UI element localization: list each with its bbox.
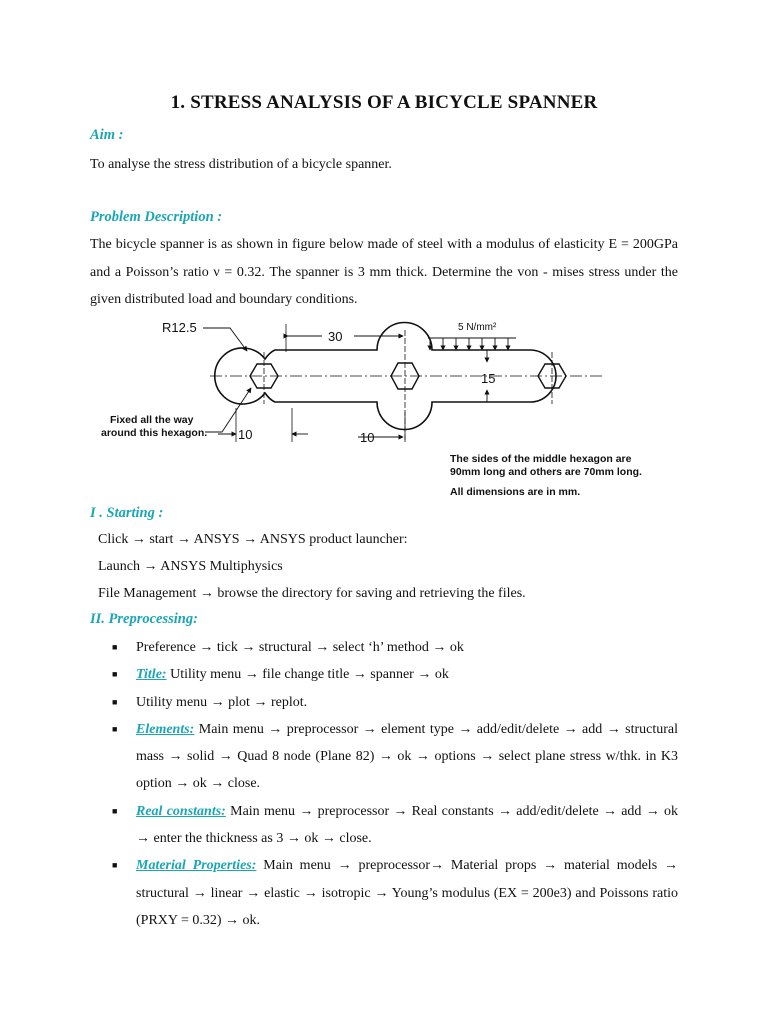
dimension-10-left: 10	[238, 427, 253, 442]
dimension-30: 30	[328, 329, 343, 344]
title-link: Title:	[136, 667, 167, 683]
list-item: ■ Elements: Main menu → preprocessor → element type → add/edit/delete → add → structural mass → solid → Quad 8 node (Plane 82) → ok → options → select plane stress w/thk. in K3 option → ok → close.	[90, 716, 678, 798]
aim-heading: Aim :	[90, 127, 124, 143]
bullet-icon: ■	[112, 860, 118, 871]
bullet-icon: ■	[112, 723, 118, 734]
radius-label: R12.5	[162, 320, 197, 335]
preprocessing-heading: II. Preprocessing:	[90, 611, 198, 627]
starting-line-1: Click → start → ANSYS → ANSYS product launcher:	[98, 532, 408, 547]
starting-line-2: Launch → ANSYS Multiphysics	[98, 559, 283, 574]
real-constants-link: Real constants:	[136, 803, 226, 819]
bullet-icon: ■	[112, 805, 118, 816]
bullet-icon: ■	[112, 696, 118, 707]
page-title: 1. STRESS ANALYSIS OF A BICYCLE SPANNER	[170, 92, 598, 113]
dimension-10-mid: 10	[360, 430, 375, 445]
bullet-icon: ■	[112, 669, 118, 680]
load-label: 5 N/mm²	[458, 322, 497, 333]
starting-heading: I . Starting :	[90, 505, 164, 521]
preprocessing-list	[90, 634, 678, 934]
fixed-note-line-1: Fixed all the way	[110, 414, 194, 426]
dimension-15: 15	[481, 371, 496, 386]
starting-line-3: File Management → browse the directory for saving and retrieving the files.	[98, 586, 526, 601]
sides-note-line-1: The sides of the middle hexagon are	[450, 453, 632, 465]
sides-note-line-2: 90mm long and others are 70mm long.	[450, 466, 642, 478]
fixed-note-line-2: around this hexagon.	[101, 427, 208, 439]
dimensions-note: All dimensions are in mm.	[450, 486, 581, 498]
list-item: ■ Utility menu → plot → replot.	[90, 689, 678, 716]
problem-text: The bicycle spanner is as shown in figure below made of steel with a modulus of elasticity E = 200GPa and a Poisson’s ratio ν = 0.32. The spanner is 3 mm thick. Determine the von - mises stress under the given distributed load and boundary conditions.	[90, 237, 678, 307]
spanner-figure	[90, 312, 678, 502]
aim-text: To analyse the stress distribution of a bicycle spanner.	[90, 157, 392, 172]
list-item: ■ Title: Utility menu → file change title → spanner → ok	[90, 661, 678, 688]
list-item: ■ Preference → tick → structural → select ‘h’ method → ok	[90, 634, 678, 661]
list-item: ■ Material Properties: Main menu → preprocessor→ Material props → material models → structural → linear → elastic → isotropic → Young’s modulus (EX = 200e3) and Poissons ratio (PRXY = 0.32) → ok.	[90, 852, 678, 934]
list-item: ■ Real constants: Main menu → preprocessor → Real constants → add/edit/delete → add → ok → enter the thickness as 3 → ok → close.	[90, 798, 678, 853]
material-properties-link: Material Properties:	[136, 858, 257, 874]
bullet-icon: ■	[112, 642, 118, 652]
distributed-load-arrows	[430, 338, 508, 350]
problem-heading: Problem Description :	[90, 209, 223, 225]
elements-link: Elements:	[136, 721, 195, 737]
